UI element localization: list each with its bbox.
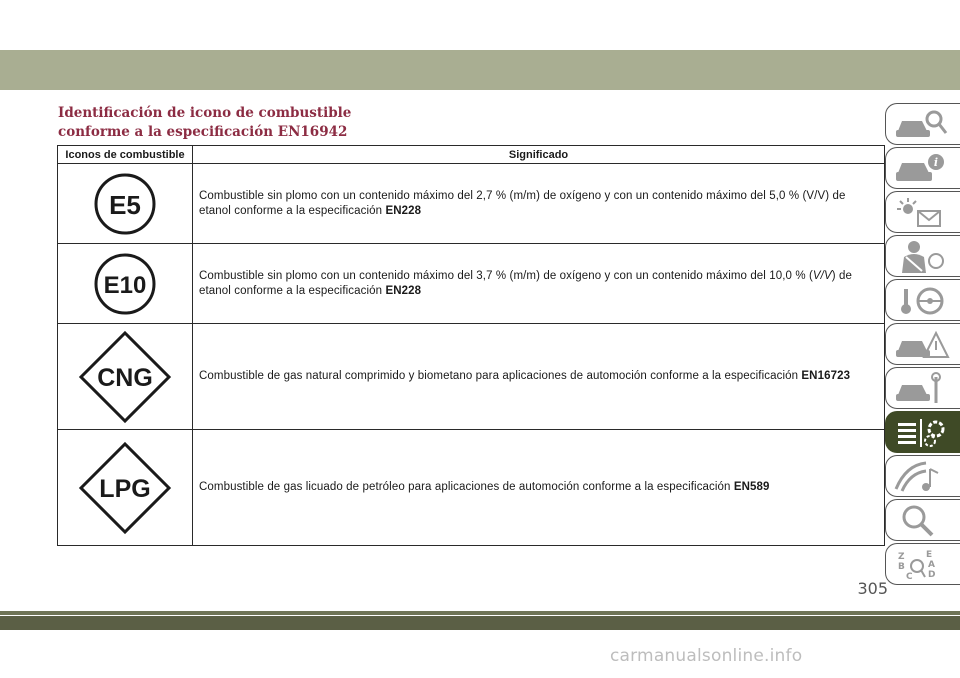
alphabet-index-icon [892, 547, 952, 583]
row-cng-spec: EN16723 [801, 370, 851, 382]
car-wrench-icon [892, 371, 952, 407]
row-cng-text: Combustible de gas natural comprimido y biometano para aplicaciones de automoción conforme a la especificación [199, 370, 802, 382]
fuel-icon-table [57, 145, 885, 546]
tab-multimedia[interactable] [885, 455, 960, 497]
e5-icon-label: E5 [109, 189, 141, 220]
page-number: 305 [857, 579, 888, 598]
tab-starting-operating[interactable] [885, 279, 960, 321]
heading-line-2: conforme a la especificación EN16942 [58, 124, 348, 140]
svg-text:i: i [933, 156, 939, 169]
car-search-icon [892, 107, 952, 143]
e10-fuel-icon [93, 252, 157, 316]
table-row [58, 244, 885, 324]
cng-fuel-icon [77, 329, 173, 425]
magnifier-icon [892, 503, 952, 539]
cng-icon-label: CNG [97, 363, 153, 392]
desc-cell [193, 430, 885, 546]
tab-alphabetical-index[interactable] [885, 543, 960, 585]
car-info-icon [892, 151, 952, 187]
row-lpg-text: Combustible de gas licuado de petróleo para aplicaciones de automoción conforme a la especificación [199, 481, 734, 493]
section-heading [58, 104, 351, 142]
steering-wheel-icon [892, 283, 952, 319]
footer-band [0, 616, 960, 630]
icon-cell [58, 324, 193, 430]
person-seatbelt-icon [892, 239, 952, 275]
header-meaning: Significado [193, 146, 885, 164]
row-e10-text-pre: Combustible sin plomo con un contenido máximo del 3,7 % (m/m) de oxígeno y con un contenido máximo del 10,0 % ( [199, 269, 813, 282]
row-e5-text: Combustible sin plomo con un contenido máximo del 2,7 % (m/m) de oxígeno y con un contenido máximo del 5,0 % (V/V) de etanol conforme a la especificación [199, 189, 846, 217]
header-fuel-icons: Iconos de combustible [58, 146, 193, 164]
desc-cell [193, 244, 885, 324]
svg-text:Z: Z [898, 552, 905, 562]
svg-text:C: C [906, 572, 913, 582]
multimedia-music-icon [892, 459, 952, 495]
tab-emergency[interactable] [885, 323, 960, 365]
svg-text:A: A [928, 560, 935, 570]
desc-cell [193, 324, 885, 430]
tab-car-search[interactable] [885, 103, 960, 145]
table-row [58, 324, 885, 430]
tab-servicing[interactable] [885, 367, 960, 409]
lpg-icon-label: LPG [99, 474, 151, 503]
tab-car-info[interactable] [885, 147, 960, 189]
e10-icon-label: E10 [103, 271, 147, 299]
row-e10-text-post: ) de etanol conforme a la especificación [199, 269, 852, 297]
table-row [58, 430, 885, 546]
row-lpg-spec: EN589 [733, 481, 770, 493]
light-message-icon [892, 195, 952, 231]
icon-cell [58, 164, 193, 244]
table-header-row [58, 146, 885, 164]
top-header-band [0, 50, 960, 90]
icon-cell [58, 244, 193, 324]
tab-safety[interactable] [885, 235, 960, 277]
tab-index-search[interactable] [885, 499, 960, 541]
row-e10-text-italic: V/V [812, 269, 832, 282]
icon-cell [58, 430, 193, 546]
row-e5-spec: EN228 [385, 204, 422, 217]
e5-fuel-icon [93, 172, 157, 236]
row-e10-spec: EN228 [385, 284, 422, 297]
tab-lights-messages[interactable] [885, 191, 960, 233]
svg-text:E: E [926, 550, 933, 560]
footer-line [0, 611, 960, 615]
tab-technical-specs[interactable] [885, 411, 960, 453]
table-row [58, 164, 885, 244]
desc-cell [193, 164, 885, 244]
car-warning-icon [892, 327, 952, 363]
svg-text:D: D [928, 570, 936, 580]
specs-gear-icon [892, 415, 952, 451]
lpg-fuel-icon [77, 440, 173, 536]
chapter-tabs [885, 100, 960, 590]
watermark: carmanualsonline.info [610, 646, 803, 666]
svg-text:B: B [898, 562, 905, 572]
heading-line-1: Identificación de icono de combustible [58, 105, 352, 121]
